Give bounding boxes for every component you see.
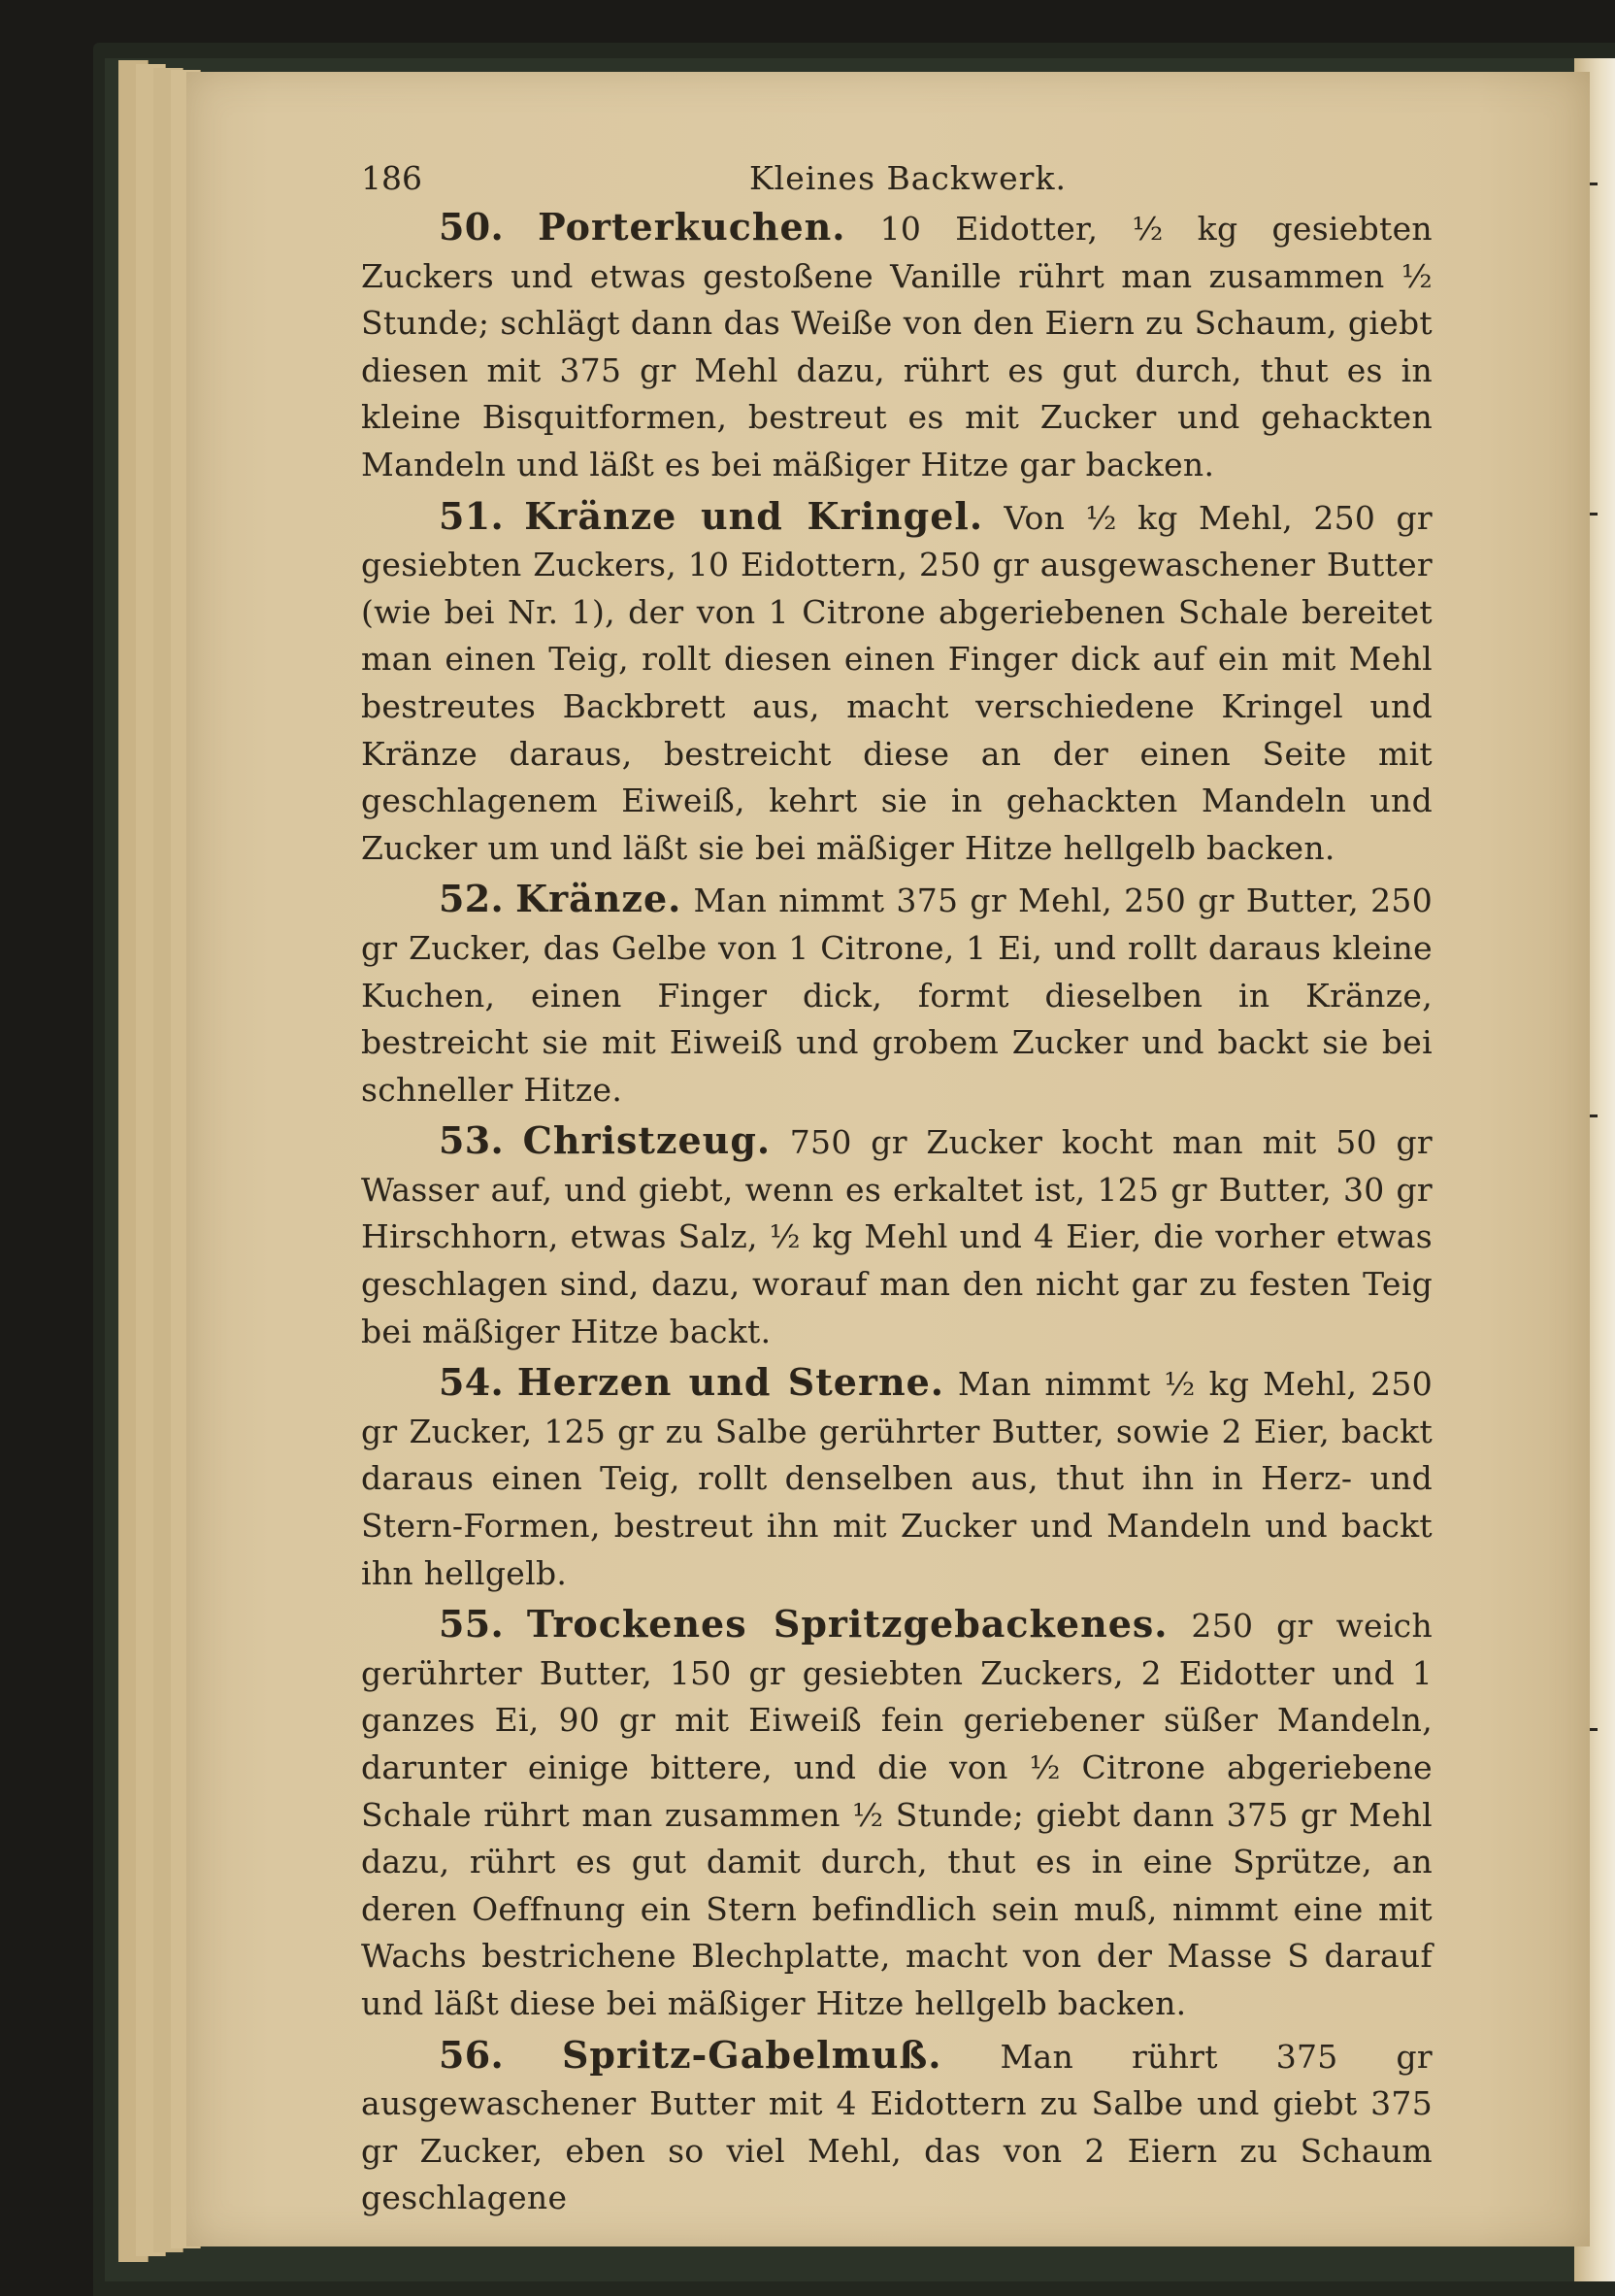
page-header xyxy=(361,146,1433,204)
recipe-text: Man rührt 375 gr ausgewaschener Butter mit 4 Eidottern zu Salbe und giebt 375 gr Zucker, eben so viel Mehl, das von 2 Eiern zu Schaum geschlagene xyxy=(361,2037,1433,2217)
recipe-text: 10 Eidotter, ½ kg gesiebten Zuckers und etwas gestoßene Vanille rührt man zusammen ½ Stunde; schlägt dann das Weiße von den Eiern zu Schaum, giebt diesen mit 375 gr Mehl dazu, rührt es gut durch, thut es in kleine Bisquitformen, bestreut es mit Zucker und gehackten Mandeln und läßt es bei mäßiger Hitze gar backen. xyxy=(361,210,1433,483)
recipe xyxy=(361,876,1433,1114)
recipe-title: Kränze und Kringel. xyxy=(524,493,984,538)
recipe xyxy=(361,204,1433,489)
recipe-number: 54. xyxy=(439,1360,505,1405)
recipe-title: Porterkuchen. xyxy=(538,205,846,249)
page-text xyxy=(361,146,1433,2226)
recipe xyxy=(361,2032,1433,2222)
recipe-list xyxy=(361,204,1433,2222)
recipe xyxy=(361,1117,1433,1355)
page-number: 186 xyxy=(361,159,422,197)
recipe-title: Kränze. xyxy=(515,877,682,921)
recipe xyxy=(361,1359,1433,1597)
recipe-number: 56. xyxy=(439,2032,505,2077)
recipe-text: 250 gr weich gerührter Butter, 150 gr gesiebten Zuckers, 2 Eidotter und 1 ganzes Ei, 90 gr mit Eiweiß fein geriebener süßer Mandeln, darunter einige bittere, und die von ½ Citrone abgeriebene Schale rührt man zusammen ½ Stunde; giebt dann 375 gr Mehl dazu, rührt es gut damit durch, thut es in eine Sprütze, an deren Oeffnung ein Stern befindlich sein muß, nimmt eine mit Wachs bestrichene Blechplatte, macht von der Masse S darauf und läßt diese bei mäßiger Hitze hellgelb backen. xyxy=(361,1607,1434,2022)
recipe-title: Trockenes Spritzgebackenes. xyxy=(526,1602,1169,1647)
recipe-number: 52. xyxy=(439,877,505,921)
recipe-title: Herzen und Sterne. xyxy=(516,1360,945,1405)
recipe-title: Christzeug. xyxy=(522,1118,772,1163)
recipe-text: Von ½ kg Mehl, 250 gr gesiebten Zuckers, 10 Eidottern, 250 gr ausgewaschener Butter (wie bei Nr. 1), der von 1 Citrone abgeriebenen Schale bereitet man einen Teig, rollt diesen einen Finger dick auf ein mit Mehl bestreutes Backbrett aus, macht verschiedene Kringel und Kränze daraus, bestreicht diese an der einen Seite mit geschlagenem Eiweiß, kehrt sie in gehackten Mandeln und Zucker um und läßt sie bei mäßiger Hitze hellgelb backen. xyxy=(361,498,1433,867)
recipe-number: 50. xyxy=(439,205,505,249)
recipe-title: Spritz-Gabelmuß. xyxy=(561,2032,942,2077)
recipe xyxy=(361,493,1433,873)
running-head: Kleines Backwerk. xyxy=(749,159,1067,197)
recipe xyxy=(361,1601,1433,2027)
recipe-text: Man nimmt 375 gr Mehl, 250 gr Butter, 250 gr Zucker, das Gelbe von 1 Citrone, 1 Ei, und rollt daraus kleine Kuchen, einen Finger dick, formt dieselben in Kränze, bestreicht sie mit Eiweiß und grobem Zucker und backt sie bei schneller Hitze. xyxy=(361,882,1433,1109)
recipe-text: 750 gr Zucker kocht man mit 50 gr Wasser auf, und giebt, wenn es erkaltet ist, 125 gr Butter, 30 gr Hirschhorn, etwas Salz, ½ kg Mehl und 4 Eier, die vorher etwas geschlagen sind, dazu, worauf man den nicht gar zu festen Teig bei mäßiger Hitze backt. xyxy=(361,1123,1433,1350)
recipe-number: 55. xyxy=(439,1602,505,1647)
recipe-number: 53. xyxy=(439,1118,505,1163)
recipe-text: Man nimmt ½ kg Mehl, 250 gr Zucker, 125 gr zu Salbe gerührter Butter, sowie 2 Eier, backt daraus einen Teig, rollt denselben aus, thut ihn in Herz- und Stern-Formen, bestreut ihn mit Zucker und Mandeln und backt ihn hellgelb. xyxy=(361,1365,1434,1592)
recipe-number: 51. xyxy=(439,493,505,538)
